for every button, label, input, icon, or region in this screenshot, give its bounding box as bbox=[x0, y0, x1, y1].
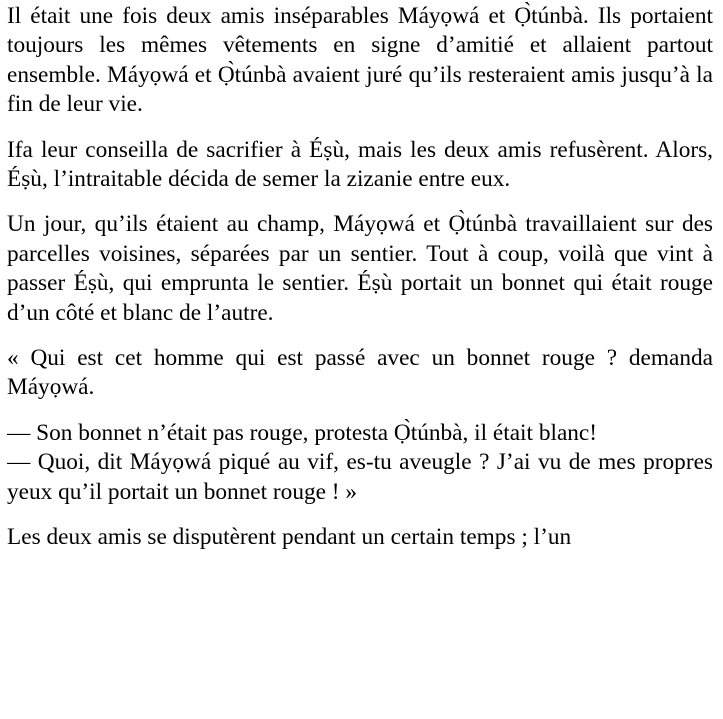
paragraph-reply-mayowa: — Quoi, dit Máyọwá piqué au vif, es-tu aveugle ? J’ai vu de mes propres yeux qu’il portait un bonnet rouge ! » bbox=[7, 449, 713, 505]
paragraph-reply-otunba: — Son bonnet n’était pas rouge, protesta Ọ̀túnbà, il était blanc! bbox=[7, 419, 598, 446]
document-page bbox=[7, 2, 713, 719]
paragraph-field-scene: Un jour, qu’ils étaient au champ, Máyọwá et Ọ̀túnbà travaillaient sur des parcelles voisines, séparées par un sentier. Tout à coup, voilà que vint à passer Éṣù, qui emprunta le sentier. Éṣù portait un bonnet qui était rouge d’un côté et blanc de l’autre. bbox=[7, 211, 713, 326]
paragraph-ifa-advice: Ifa leur conseilla de sacrifier à Éṣù, mais les deux amis refusèrent. Alors, Éṣù, l’intraitable décida de semer la zizanie entre eux. bbox=[7, 136, 713, 193]
paragraph-question: « Qui est cet homme qui est passé avec un bonnet rouge ? demanda Máyọwá. bbox=[7, 345, 713, 401]
paragraph-intro: Il était une fois deux amis inséparables Máyọwá et Ọ̀túnbà. Ils portaient toujours les mêmes vêtements en signe d’amitié et allaient partout ensemble. Máyọwá et Ọ̀túnbà avaient juré qu’ils resteraient amis jusqu’à la fin de leur vie. bbox=[7, 3, 713, 118]
paragraph-dispute: Les deux amis se disputèrent pendant un certain temps ; l’un bbox=[7, 524, 572, 551]
